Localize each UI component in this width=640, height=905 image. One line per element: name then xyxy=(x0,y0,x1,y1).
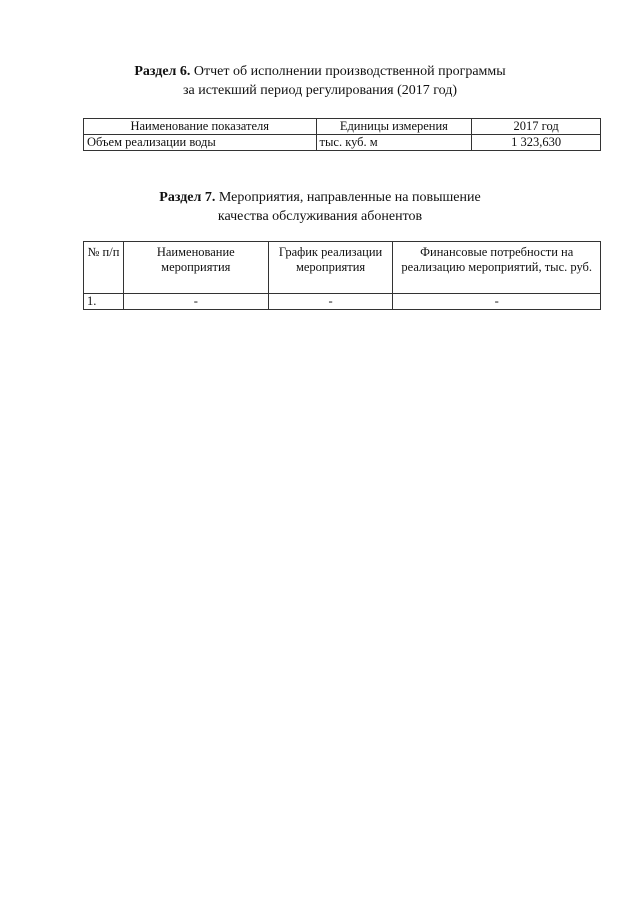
table-header-row xyxy=(84,119,601,135)
section7-label: Раздел 7. xyxy=(159,190,216,205)
section7-table xyxy=(83,241,601,310)
table-row xyxy=(84,294,601,310)
section7-heading xyxy=(0,188,640,226)
header-cell: Финансовые потребности на реализацию мероприятий, тыс. руб. xyxy=(393,242,601,294)
table-cell: Объем реализации воды xyxy=(84,135,317,151)
section6-heading xyxy=(0,62,640,100)
header-cell: График реализации мероприятия xyxy=(268,242,393,294)
section6-label: Раздел 6. xyxy=(134,64,191,79)
header-cell: Наименование мероприятия xyxy=(123,242,268,294)
section7-title-line1 xyxy=(0,188,640,207)
section6-title-line1 xyxy=(0,62,640,81)
section7-title-line2: качества обслуживания абонентов xyxy=(217,209,423,224)
header-cell: № п/п xyxy=(84,242,124,294)
section7-title: Мероприятия, направленные на повышение xyxy=(218,190,481,205)
table-cell: - xyxy=(393,294,601,310)
table-cell: 1. xyxy=(84,294,124,310)
table-cell: 1 323,630 xyxy=(472,135,601,151)
table-cell: - xyxy=(268,294,393,310)
table-row xyxy=(84,135,601,151)
section6-title: Отчет об исполнении производственной программы xyxy=(193,64,506,79)
table-header-row xyxy=(84,242,601,294)
section6-title-line2: за истекший период регулирования (2017 год) xyxy=(182,83,458,98)
header-cell: Единицы измерения xyxy=(316,119,472,135)
header-cell: 2017 год xyxy=(472,119,601,135)
table-cell: тыс. куб. м xyxy=(316,135,472,151)
table-cell: - xyxy=(123,294,268,310)
section6-table xyxy=(83,118,601,151)
header-cell: Наименование показателя xyxy=(84,119,317,135)
